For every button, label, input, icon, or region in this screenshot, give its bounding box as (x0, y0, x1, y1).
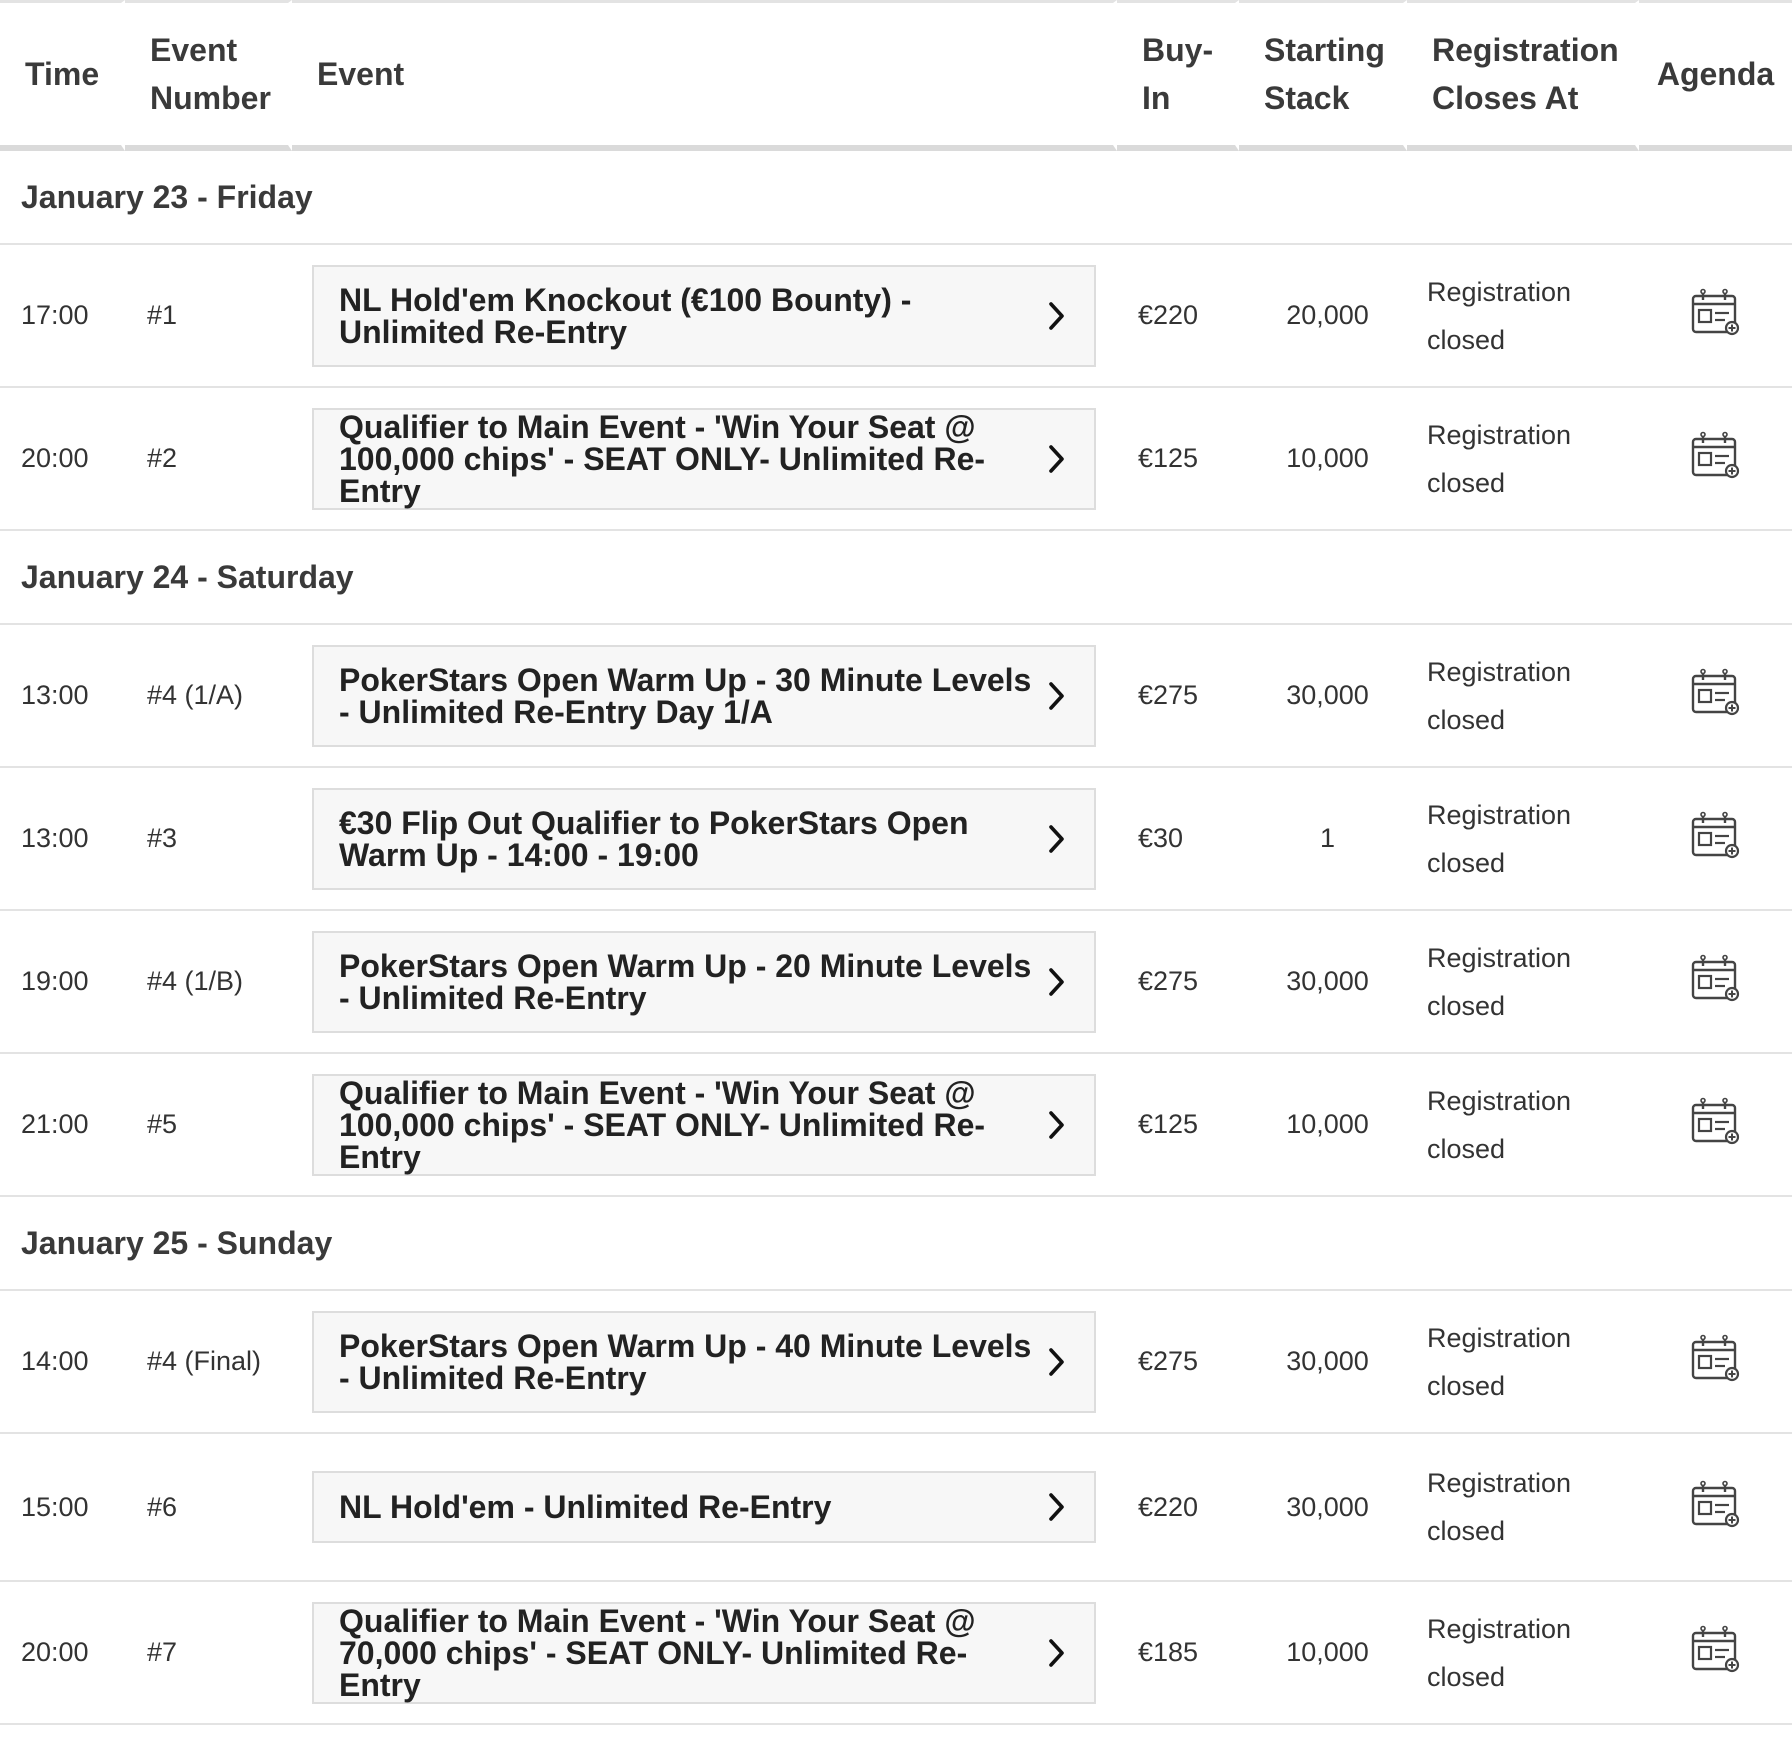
event-link-button[interactable] (312, 931, 1096, 1033)
header-agenda: Agenda (1639, 0, 1792, 151)
event-name: €30 Flip Out Qualifier to PokerStars Open Warm Up - 14:00 - 19:00 (339, 804, 969, 873)
header-time: Time (0, 0, 125, 151)
event-cell (292, 388, 1117, 531)
calendar-add-icon[interactable] (1691, 1480, 1741, 1528)
event-name: PokerStars Open Warm Up - 20 Minute Levels - Unlimited Re-Entry (339, 947, 1032, 1016)
chevron-right-icon (1046, 1345, 1068, 1379)
agenda-cell (1639, 1434, 1792, 1582)
event-buy-in: €275 (1117, 625, 1239, 768)
event-starting-stack: 30,000 (1239, 1291, 1407, 1434)
calendar-add-icon[interactable] (1691, 288, 1741, 336)
header-buy-in: Buy-In (1117, 0, 1239, 151)
chevron-right-icon (1046, 679, 1068, 713)
event-number: #4 (1/B) (125, 911, 292, 1054)
event-starting-stack: 30,000 (1239, 625, 1407, 768)
event-row (0, 1434, 1792, 1582)
event-link-button[interactable] (312, 1311, 1096, 1413)
event-name: NL Hold'em Knockout (€100 Bounty) - Unlimited Re-Entry (339, 281, 912, 350)
event-link-button[interactable] (312, 1602, 1096, 1704)
event-row (0, 625, 1792, 768)
event-name: Qualifier to Main Event - 'Win Your Seat @ 100,000 chips' - SEAT ONLY- Unlimited Re-Entry (339, 408, 986, 509)
event-buy-in: €220 (1117, 245, 1239, 388)
event-registration-status: Registration closed (1407, 768, 1639, 911)
event-name: Qualifier to Main Event - 'Win Your Seat @ 70,000 chips' - SEAT ONLY- Unlimited Re-Entry (339, 1602, 976, 1703)
event-name: Qualifier to Main Event - 'Win Your Seat @ 100,000 chips' - SEAT ONLY- Unlimited Re-Entry (339, 1074, 986, 1175)
event-time: 19:00 (0, 911, 125, 1054)
event-registration-status: Registration closed (1407, 388, 1639, 531)
event-row (0, 1291, 1792, 1434)
calendar-add-icon[interactable] (1691, 954, 1741, 1002)
event-time: 17:00 (0, 245, 125, 388)
day-header-row (0, 151, 1792, 245)
chevron-right-icon (1046, 822, 1068, 856)
event-time: 21:00 (0, 1054, 125, 1197)
event-cell (292, 1054, 1117, 1197)
event-name: PokerStars Open Warm Up - 40 Minute Levels - Unlimited Re-Entry (339, 1327, 1032, 1396)
schedule-body (0, 151, 1792, 1725)
event-cell (292, 768, 1117, 911)
event-name: PokerStars Open Warm Up - 30 Minute Levels - Unlimited Re-Entry Day 1/A (339, 661, 1032, 730)
event-registration-status: Registration closed (1407, 625, 1639, 768)
agenda-cell (1639, 1054, 1792, 1197)
calendar-add-icon[interactable] (1691, 1097, 1741, 1145)
chevron-right-icon (1046, 442, 1068, 476)
event-starting-stack: 10,000 (1239, 388, 1407, 531)
agenda-cell (1639, 625, 1792, 768)
event-cell (292, 1434, 1117, 1582)
event-buy-in: €275 (1117, 911, 1239, 1054)
calendar-add-icon[interactable] (1691, 431, 1741, 479)
event-buy-in: €30 (1117, 768, 1239, 911)
event-row (0, 245, 1792, 388)
event-link-button[interactable] (312, 408, 1096, 510)
calendar-add-icon[interactable] (1691, 811, 1741, 859)
event-registration-status: Registration closed (1407, 1582, 1639, 1725)
event-starting-stack: 30,000 (1239, 911, 1407, 1054)
agenda-cell (1639, 768, 1792, 911)
agenda-cell (1639, 245, 1792, 388)
calendar-add-icon[interactable] (1691, 668, 1741, 716)
event-buy-in: €125 (1117, 1054, 1239, 1197)
event-link-button[interactable] (312, 645, 1096, 747)
event-cell (292, 1582, 1117, 1725)
day-label: January 23 - Friday (0, 151, 1792, 245)
event-buy-in: €275 (1117, 1291, 1239, 1434)
event-starting-stack: 10,000 (1239, 1582, 1407, 1725)
event-time: 13:00 (0, 625, 125, 768)
event-time: 15:00 (0, 1434, 125, 1582)
event-number: #2 (125, 388, 292, 531)
event-row (0, 1054, 1792, 1197)
event-buy-in: €220 (1117, 1434, 1239, 1582)
event-registration-status: Registration closed (1407, 1291, 1639, 1434)
event-link-button[interactable] (312, 788, 1096, 890)
chevron-right-icon (1046, 965, 1068, 999)
event-cell (292, 1291, 1117, 1434)
event-time: 14:00 (0, 1291, 125, 1434)
event-link-button[interactable] (312, 265, 1096, 367)
day-header-row (0, 531, 1792, 625)
header-registration-closes: Registration Closes At (1407, 0, 1639, 151)
event-cell (292, 911, 1117, 1054)
event-number: #7 (125, 1582, 292, 1725)
event-time: 20:00 (0, 1582, 125, 1725)
event-number: #4 (1/A) (125, 625, 292, 768)
event-link-button[interactable] (312, 1074, 1096, 1176)
agenda-cell (1639, 1291, 1792, 1434)
event-registration-status: Registration closed (1407, 245, 1639, 388)
event-link-button[interactable] (312, 1471, 1096, 1543)
agenda-cell (1639, 388, 1792, 531)
event-registration-status: Registration closed (1407, 1054, 1639, 1197)
event-registration-status: Registration closed (1407, 911, 1639, 1054)
calendar-add-icon[interactable] (1691, 1334, 1741, 1382)
event-number: #6 (125, 1434, 292, 1582)
event-registration-status: Registration closed (1407, 1434, 1639, 1582)
event-cell (292, 245, 1117, 388)
event-number: #4 (Final) (125, 1291, 292, 1434)
event-buy-in: €185 (1117, 1582, 1239, 1725)
chevron-right-icon (1046, 1490, 1068, 1524)
event-time: 20:00 (0, 388, 125, 531)
header-event-number: Event Number (125, 0, 292, 151)
day-label: January 25 - Sunday (0, 1197, 1792, 1291)
event-starting-stack: 10,000 (1239, 1054, 1407, 1197)
table-header-row (0, 0, 1792, 151)
event-starting-stack: 20,000 (1239, 245, 1407, 388)
chevron-right-icon (1046, 1636, 1068, 1670)
chevron-right-icon (1046, 299, 1068, 333)
event-row (0, 1582, 1792, 1725)
event-buy-in: €125 (1117, 388, 1239, 531)
chevron-right-icon (1046, 1108, 1068, 1142)
event-row (0, 911, 1792, 1054)
event-time: 13:00 (0, 768, 125, 911)
event-number: #3 (125, 768, 292, 911)
header-starting-stack: Starting Stack (1239, 0, 1407, 151)
day-header-row (0, 1197, 1792, 1291)
calendar-add-icon[interactable] (1691, 1625, 1741, 1673)
event-row (0, 388, 1792, 531)
agenda-cell (1639, 911, 1792, 1054)
event-number: #5 (125, 1054, 292, 1197)
agenda-cell (1639, 1582, 1792, 1725)
event-number: #1 (125, 245, 292, 388)
header-event: Event (292, 0, 1117, 151)
event-starting-stack: 1 (1239, 768, 1407, 911)
event-row (0, 768, 1792, 911)
event-name: NL Hold'em - Unlimited Re-Entry (339, 1489, 832, 1525)
day-label: January 24 - Saturday (0, 531, 1792, 625)
event-starting-stack: 30,000 (1239, 1434, 1407, 1582)
event-cell (292, 625, 1117, 768)
